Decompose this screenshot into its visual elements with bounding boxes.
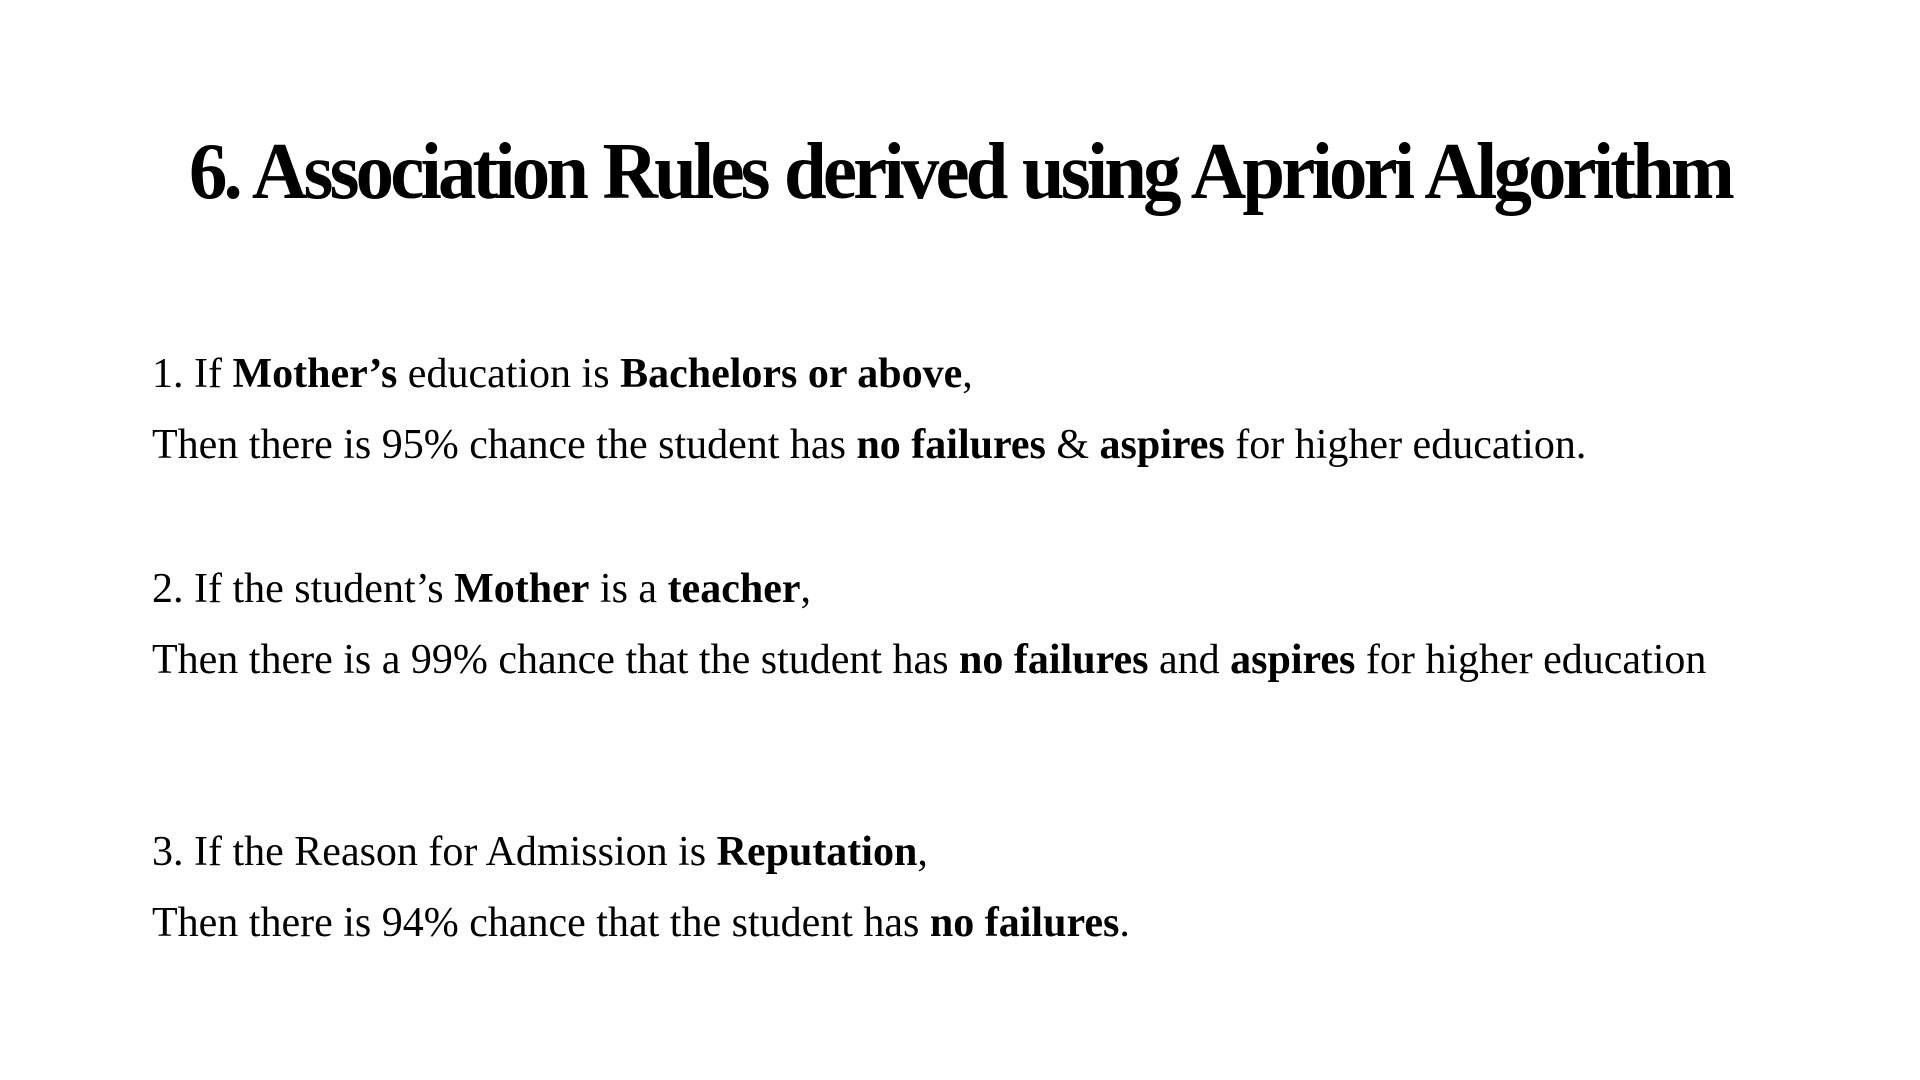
rule-3 [152,828,1768,947]
bold-term: teacher [667,566,801,612]
bold-term: Mother [454,566,590,612]
rule-2 [152,565,1768,684]
rule-number: 1. [152,351,184,397]
rule-1-condition: 1. If Mother’s education is Bachelors or above, [152,351,973,397]
rule-1-consequence: Then there is 95% chance the student has no failures & aspires for higher education. [152,422,1587,468]
bold-term: aspires [1230,637,1356,683]
slide-title: 6. Association Rules derived using Apriori Algorithm [188,127,1732,216]
bold-term: no failures [929,900,1120,946]
rule-3-condition: 3. If the Reason for Admission is Reputation, [152,829,928,875]
bold-term: no failures [856,422,1046,468]
rule-number: 3. [152,829,184,875]
bold-term: aspires [1099,422,1225,468]
rule-2-consequence: Then there is a 99% chance that the student has no failures and aspires for higher education [152,637,1707,683]
bold-term: Reputation [716,829,918,875]
bold-term: Mother’s [232,351,398,397]
bold-term: Bachelors or above [620,351,963,397]
rule-3-consequence: Then there is 94% chance that the student has no failures. [152,900,1130,946]
rule-2-condition: 2. If the student’s Mother is a teacher, [152,566,811,612]
rule-number: 2. [152,566,184,612]
rule-1 [152,350,1768,469]
bold-term: no failures [959,637,1149,683]
